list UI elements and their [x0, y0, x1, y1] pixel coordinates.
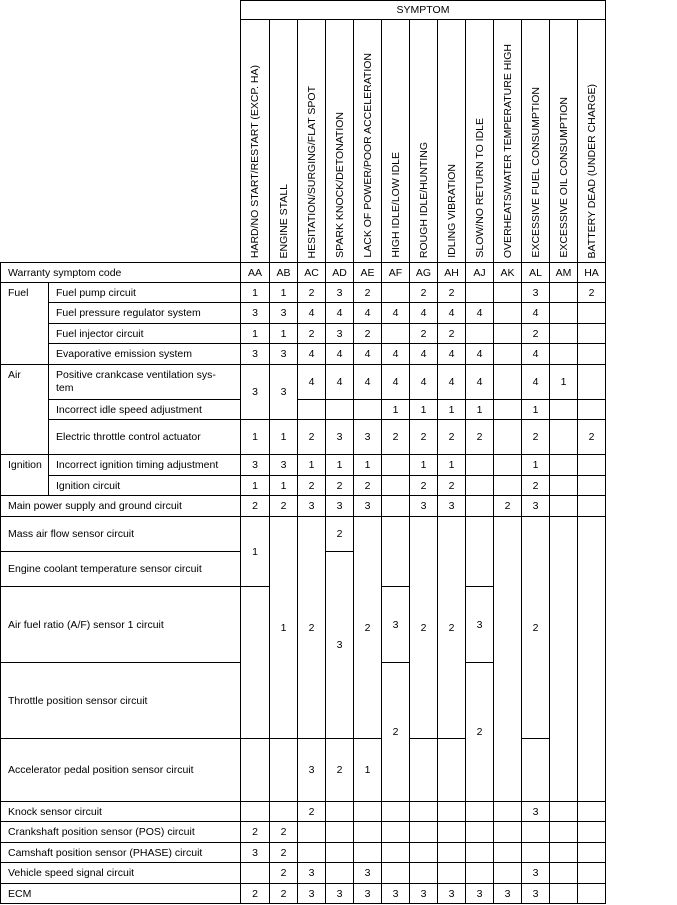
value-cell: 2 — [354, 517, 382, 739]
value-cell — [550, 884, 578, 904]
row-label: Camshaft position sensor (PHASE) circuit — [1, 843, 241, 863]
value-cell — [550, 822, 578, 843]
value-cell — [494, 303, 522, 324]
symptom-name-ag: ROUGH IDLE/HUNTING — [410, 20, 438, 263]
value-cell — [550, 496, 578, 517]
value-cell — [298, 400, 326, 420]
value-cell: 3 — [494, 884, 522, 904]
value-cell: 1 — [326, 455, 354, 476]
value-cell: 3 — [241, 365, 270, 420]
symptom-name-aa: HARD/NO START/RESTART (EXCP. HA) — [241, 20, 270, 263]
value-cell — [354, 802, 382, 822]
value-cell: 2 — [522, 420, 550, 455]
table-row — [1, 802, 606, 822]
value-cell — [466, 283, 494, 303]
value-cell: 4 — [522, 344, 550, 365]
value-cell — [270, 739, 298, 802]
value-cell: 4 — [466, 344, 494, 365]
code-cell: AC — [298, 263, 326, 283]
code-cell: AK — [494, 263, 522, 283]
value-cell — [550, 517, 578, 802]
value-cell — [354, 843, 382, 863]
value-cell: 1 — [270, 283, 298, 303]
value-cell: 1 — [438, 400, 466, 420]
value-cell — [494, 400, 522, 420]
group-label-ignition: Ignition — [1, 455, 49, 496]
value-cell: 1 — [550, 365, 578, 400]
value-cell: 2 — [298, 517, 326, 739]
symptom-name-ac: HESITATION/SURGING/FLAT SPOT — [298, 20, 326, 263]
code-cell: AL — [522, 263, 550, 283]
value-cell: 3 — [270, 303, 298, 324]
row-label: Engine coolant temperature sensor circuit — [1, 552, 241, 587]
symptom-name-af: HIGH IDLE/LOW IDLE — [382, 20, 410, 263]
value-cell — [578, 324, 606, 344]
value-cell: 1 — [241, 283, 270, 303]
value-cell: 4 — [438, 365, 466, 400]
code-cell: AE — [354, 263, 382, 283]
value-cell — [382, 843, 410, 863]
value-cell: 1 — [354, 739, 382, 802]
value-cell: 2 — [494, 496, 522, 517]
value-cell: 1 — [522, 400, 550, 420]
symptom-name-ha: BATTERY DEAD (UNDER CHARGE) — [578, 20, 606, 263]
value-cell: 1 — [410, 400, 438, 420]
value-cell: 4 — [466, 303, 494, 324]
value-cell: 3 — [270, 344, 298, 365]
value-cell — [550, 303, 578, 324]
row-label-line: tem — [56, 382, 74, 394]
value-cell — [298, 843, 326, 863]
value-cell — [298, 822, 326, 843]
row-label: ECM — [1, 884, 241, 904]
table-row — [1, 455, 606, 476]
value-cell — [241, 739, 270, 802]
value-cell: 1 — [241, 476, 270, 496]
value-cell — [438, 822, 466, 843]
value-cell: 2 — [410, 476, 438, 496]
value-cell: 2 — [466, 420, 494, 455]
value-cell: 4 — [522, 303, 550, 324]
code-cell: AH — [438, 263, 466, 283]
value-cell: 2 — [270, 863, 298, 884]
value-cell — [494, 517, 522, 802]
value-cell: 4 — [354, 303, 382, 324]
symptom-name-ah: IDLING VIBRATION — [438, 20, 466, 263]
value-cell — [410, 843, 438, 863]
table-row — [1, 420, 606, 455]
value-cell — [326, 802, 354, 822]
value-cell: 3 — [522, 496, 550, 517]
value-cell — [550, 420, 578, 455]
table-row — [1, 476, 606, 496]
value-cell — [578, 802, 606, 822]
row-label: Main power supply and ground circuit — [1, 496, 241, 517]
value-cell — [466, 455, 494, 476]
value-cell — [410, 739, 438, 802]
value-cell — [550, 283, 578, 303]
value-cell: 2 — [438, 420, 466, 455]
value-cell: 4 — [410, 365, 438, 400]
value-cell: 2 — [298, 802, 326, 822]
value-cell — [326, 863, 354, 884]
value-cell — [466, 802, 494, 822]
value-cell: 1 — [270, 324, 298, 344]
value-cell — [494, 476, 522, 496]
value-cell: 2 — [410, 517, 438, 739]
value-cell: 2 — [241, 884, 270, 904]
code-cell: AA — [241, 263, 270, 283]
code-cell: AB — [270, 263, 298, 283]
value-cell: 1 — [354, 455, 382, 476]
value-cell: 3 — [438, 884, 466, 904]
value-cell — [438, 739, 466, 802]
row-label: Mass air flow sensor circuit — [1, 517, 241, 552]
value-cell — [494, 420, 522, 455]
value-cell: 3 — [326, 884, 354, 904]
value-cell: 3 — [354, 863, 382, 884]
value-cell: 2 — [326, 517, 354, 552]
value-cell — [550, 476, 578, 496]
value-cell: 2 — [270, 843, 298, 863]
value-cell: 2 — [438, 476, 466, 496]
value-cell: 2 — [522, 517, 550, 739]
value-cell: 2 — [382, 663, 410, 802]
value-cell: 3 — [522, 802, 550, 822]
value-cell: 4 — [354, 365, 382, 400]
value-cell: 2 — [241, 822, 270, 843]
value-cell: 3 — [326, 283, 354, 303]
code-cell: AD — [326, 263, 354, 283]
table-row — [1, 843, 606, 863]
code-cell: AJ — [466, 263, 494, 283]
value-cell: 4 — [438, 344, 466, 365]
value-cell: 2 — [466, 663, 494, 802]
value-cell: 3 — [466, 587, 494, 663]
row-label: Fuel pressure regulator system — [49, 303, 241, 324]
value-cell — [326, 843, 354, 863]
value-cell — [522, 843, 550, 863]
symptom-title: SYMPTOM — [241, 1, 606, 20]
symptom-name-al: EXCESSIVE FUEL CONSUMPTION — [522, 20, 550, 263]
value-cell: 3 — [270, 455, 298, 476]
value-cell: 2 — [298, 324, 326, 344]
value-cell: 4 — [326, 344, 354, 365]
value-cell — [494, 283, 522, 303]
value-cell: 1 — [382, 400, 410, 420]
value-cell: 4 — [438, 303, 466, 324]
table-row — [1, 400, 606, 420]
value-cell: 2 — [438, 283, 466, 303]
value-cell: 2 — [241, 496, 270, 517]
value-cell — [438, 843, 466, 863]
row-label — [49, 365, 241, 400]
value-cell — [410, 822, 438, 843]
warranty-code-row — [1, 263, 606, 283]
value-cell — [382, 863, 410, 884]
value-cell: 2 — [410, 420, 438, 455]
symptom-name-am: EXCESSIVE OIL CONSUMPTION — [550, 20, 578, 263]
code-cell: AG — [410, 263, 438, 283]
value-cell — [466, 517, 494, 587]
value-cell: 1 — [270, 476, 298, 496]
value-cell: 4 — [410, 303, 438, 324]
value-cell — [326, 400, 354, 420]
value-cell — [578, 455, 606, 476]
value-cell: 3 — [326, 552, 354, 739]
value-cell: 1 — [466, 400, 494, 420]
value-cell: 1 — [241, 324, 270, 344]
row-label: Accelerator pedal position sensor circuit — [1, 739, 241, 802]
value-cell: 1 — [241, 420, 270, 455]
value-cell — [410, 863, 438, 884]
row-label: Ignition circuit — [49, 476, 241, 496]
value-cell: 2 — [410, 283, 438, 303]
value-cell — [382, 822, 410, 843]
value-cell: 4 — [382, 303, 410, 324]
value-cell — [494, 802, 522, 822]
value-cell — [578, 843, 606, 863]
group-label-fuel: Fuel — [1, 283, 49, 365]
value-cell: 2 — [270, 884, 298, 904]
value-cell: 2 — [326, 476, 354, 496]
value-cell: 3 — [241, 344, 270, 365]
value-cell: 3 — [382, 884, 410, 904]
group-label-air: Air — [1, 365, 49, 455]
value-cell: 2 — [522, 476, 550, 496]
row-label: Incorrect idle speed adjustment — [49, 400, 241, 420]
value-cell — [438, 802, 466, 822]
value-cell — [466, 324, 494, 344]
warranty-label: Warranty symptom code — [1, 263, 241, 283]
value-cell: 4 — [326, 303, 354, 324]
value-cell: 2 — [298, 420, 326, 455]
value-cell — [494, 843, 522, 863]
value-cell: 2 — [354, 324, 382, 344]
table-row — [1, 344, 606, 365]
value-cell: 2 — [298, 476, 326, 496]
table-row — [1, 303, 606, 324]
value-cell: 2 — [354, 283, 382, 303]
value-cell: 1 — [410, 455, 438, 476]
value-cell — [241, 802, 270, 822]
value-cell: 2 — [270, 496, 298, 517]
value-cell — [550, 802, 578, 822]
value-cell — [382, 283, 410, 303]
value-cell — [550, 455, 578, 476]
value-cell: 3 — [354, 420, 382, 455]
value-cell — [494, 455, 522, 476]
symptom-name-aj: SLOW/NO RETURN TO IDLE — [466, 20, 494, 263]
value-cell: 3 — [354, 496, 382, 517]
code-cell: AM — [550, 263, 578, 283]
value-cell: 3 — [410, 496, 438, 517]
table-row — [1, 365, 606, 400]
value-cell — [382, 476, 410, 496]
value-cell — [354, 822, 382, 843]
value-cell: 3 — [298, 739, 326, 802]
value-cell — [241, 863, 270, 884]
row-label: Throttle position sensor circuit — [1, 663, 241, 739]
value-cell — [578, 822, 606, 843]
row-label: Evaporative emission system — [49, 344, 241, 365]
value-cell — [410, 802, 438, 822]
value-cell: 3 — [241, 843, 270, 863]
value-cell: 2 — [438, 517, 466, 739]
value-cell — [382, 324, 410, 344]
value-cell — [466, 476, 494, 496]
value-cell — [578, 863, 606, 884]
row-label: Vehicle speed signal circuit — [1, 863, 241, 884]
value-cell: 3 — [241, 455, 270, 476]
row-label: Air fuel ratio (A/F) sensor 1 circuit — [1, 587, 241, 663]
value-cell: 2 — [438, 324, 466, 344]
value-cell: 4 — [298, 365, 326, 400]
value-cell — [466, 496, 494, 517]
value-cell — [466, 822, 494, 843]
value-cell — [550, 344, 578, 365]
value-cell — [578, 344, 606, 365]
value-cell — [466, 863, 494, 884]
row-label: Incorrect ignition timing adjustment — [49, 455, 241, 476]
row-label: Knock sensor circuit — [1, 802, 241, 822]
value-cell — [466, 843, 494, 863]
value-cell: 2 — [298, 283, 326, 303]
value-cell: 3 — [354, 884, 382, 904]
value-cell — [382, 802, 410, 822]
value-cell: 4 — [326, 365, 354, 400]
value-cell: 4 — [354, 344, 382, 365]
value-cell: 4 — [382, 365, 410, 400]
value-cell — [522, 739, 550, 802]
value-cell: 3 — [466, 884, 494, 904]
value-cell — [578, 884, 606, 904]
value-cell — [438, 863, 466, 884]
value-cell: 3 — [241, 303, 270, 324]
value-cell — [382, 455, 410, 476]
value-cell — [578, 400, 606, 420]
symptom-name-ak: OVERHEATS/WATER TEMPERATURE HIGH — [494, 20, 522, 263]
value-cell: 3 — [522, 283, 550, 303]
table-row — [1, 863, 606, 884]
row-label: Crankshaft position sensor (POS) circuit — [1, 822, 241, 843]
value-cell — [578, 476, 606, 496]
value-cell: 2 — [354, 476, 382, 496]
value-cell: 3 — [382, 587, 410, 663]
value-cell: 2 — [522, 324, 550, 344]
value-cell — [494, 324, 522, 344]
value-cell — [494, 863, 522, 884]
value-cell: 1 — [241, 517, 270, 587]
value-cell: 3 — [522, 863, 550, 884]
value-cell — [326, 822, 354, 843]
value-cell — [354, 400, 382, 420]
value-cell — [494, 822, 522, 843]
value-cell — [494, 344, 522, 365]
value-cell: 3 — [522, 884, 550, 904]
value-cell: 4 — [410, 344, 438, 365]
value-cell: 1 — [298, 455, 326, 476]
header-blank-corner — [1, 1, 241, 263]
value-cell: 2 — [410, 324, 438, 344]
value-cell: 3 — [270, 365, 298, 420]
value-cell — [382, 517, 410, 587]
value-cell — [578, 496, 606, 517]
table-row — [1, 283, 606, 303]
value-cell: 3 — [326, 420, 354, 455]
value-cell: 3 — [298, 863, 326, 884]
value-cell — [382, 496, 410, 517]
value-cell: 2 — [270, 822, 298, 843]
table-row — [1, 324, 606, 344]
value-cell: 4 — [382, 344, 410, 365]
table-row — [1, 822, 606, 843]
value-cell — [494, 365, 522, 400]
value-cell — [550, 843, 578, 863]
value-cell: 1 — [438, 455, 466, 476]
value-cell: 3 — [298, 496, 326, 517]
value-cell: 2 — [326, 739, 354, 802]
value-cell: 4 — [522, 365, 550, 400]
value-cell: 3 — [326, 324, 354, 344]
value-cell — [550, 863, 578, 884]
value-cell — [578, 517, 606, 802]
value-cell: 2 — [382, 420, 410, 455]
table-row — [1, 496, 606, 517]
table-row — [1, 884, 606, 904]
value-cell: 3 — [410, 884, 438, 904]
row-label: Electric throttle control actuator — [49, 420, 241, 455]
value-cell: 3 — [298, 884, 326, 904]
value-cell: 1 — [522, 455, 550, 476]
value-cell: 3 — [438, 496, 466, 517]
value-cell: 1 — [270, 517, 298, 739]
value-cell — [241, 587, 270, 739]
symptom-name-ab: ENGINE STALL — [270, 20, 298, 263]
value-cell: 1 — [270, 420, 298, 455]
row-label-line: Positive crankcase ventilation sys- — [56, 369, 216, 381]
value-cell: 4 — [298, 344, 326, 365]
code-cell: AF — [382, 263, 410, 283]
value-cell — [578, 303, 606, 324]
symptom-name-ae: LACK OF POWER/POOR ACCELERATION — [354, 20, 382, 263]
value-cell — [522, 822, 550, 843]
value-cell — [550, 324, 578, 344]
value-cell: 2 — [578, 283, 606, 303]
value-cell — [550, 400, 578, 420]
value-cell: 3 — [326, 496, 354, 517]
row-label: Fuel pump circuit — [49, 283, 241, 303]
value-cell: 4 — [466, 365, 494, 400]
table-row — [1, 517, 606, 552]
value-cell — [578, 365, 606, 400]
row-label: Fuel injector circuit — [49, 324, 241, 344]
value-cell — [270, 802, 298, 822]
symptom-name-ad: SPARK KNOCK/DETONATION — [326, 20, 354, 263]
value-cell: 4 — [298, 303, 326, 324]
value-cell: 2 — [578, 420, 606, 455]
code-cell: HA — [578, 263, 606, 283]
